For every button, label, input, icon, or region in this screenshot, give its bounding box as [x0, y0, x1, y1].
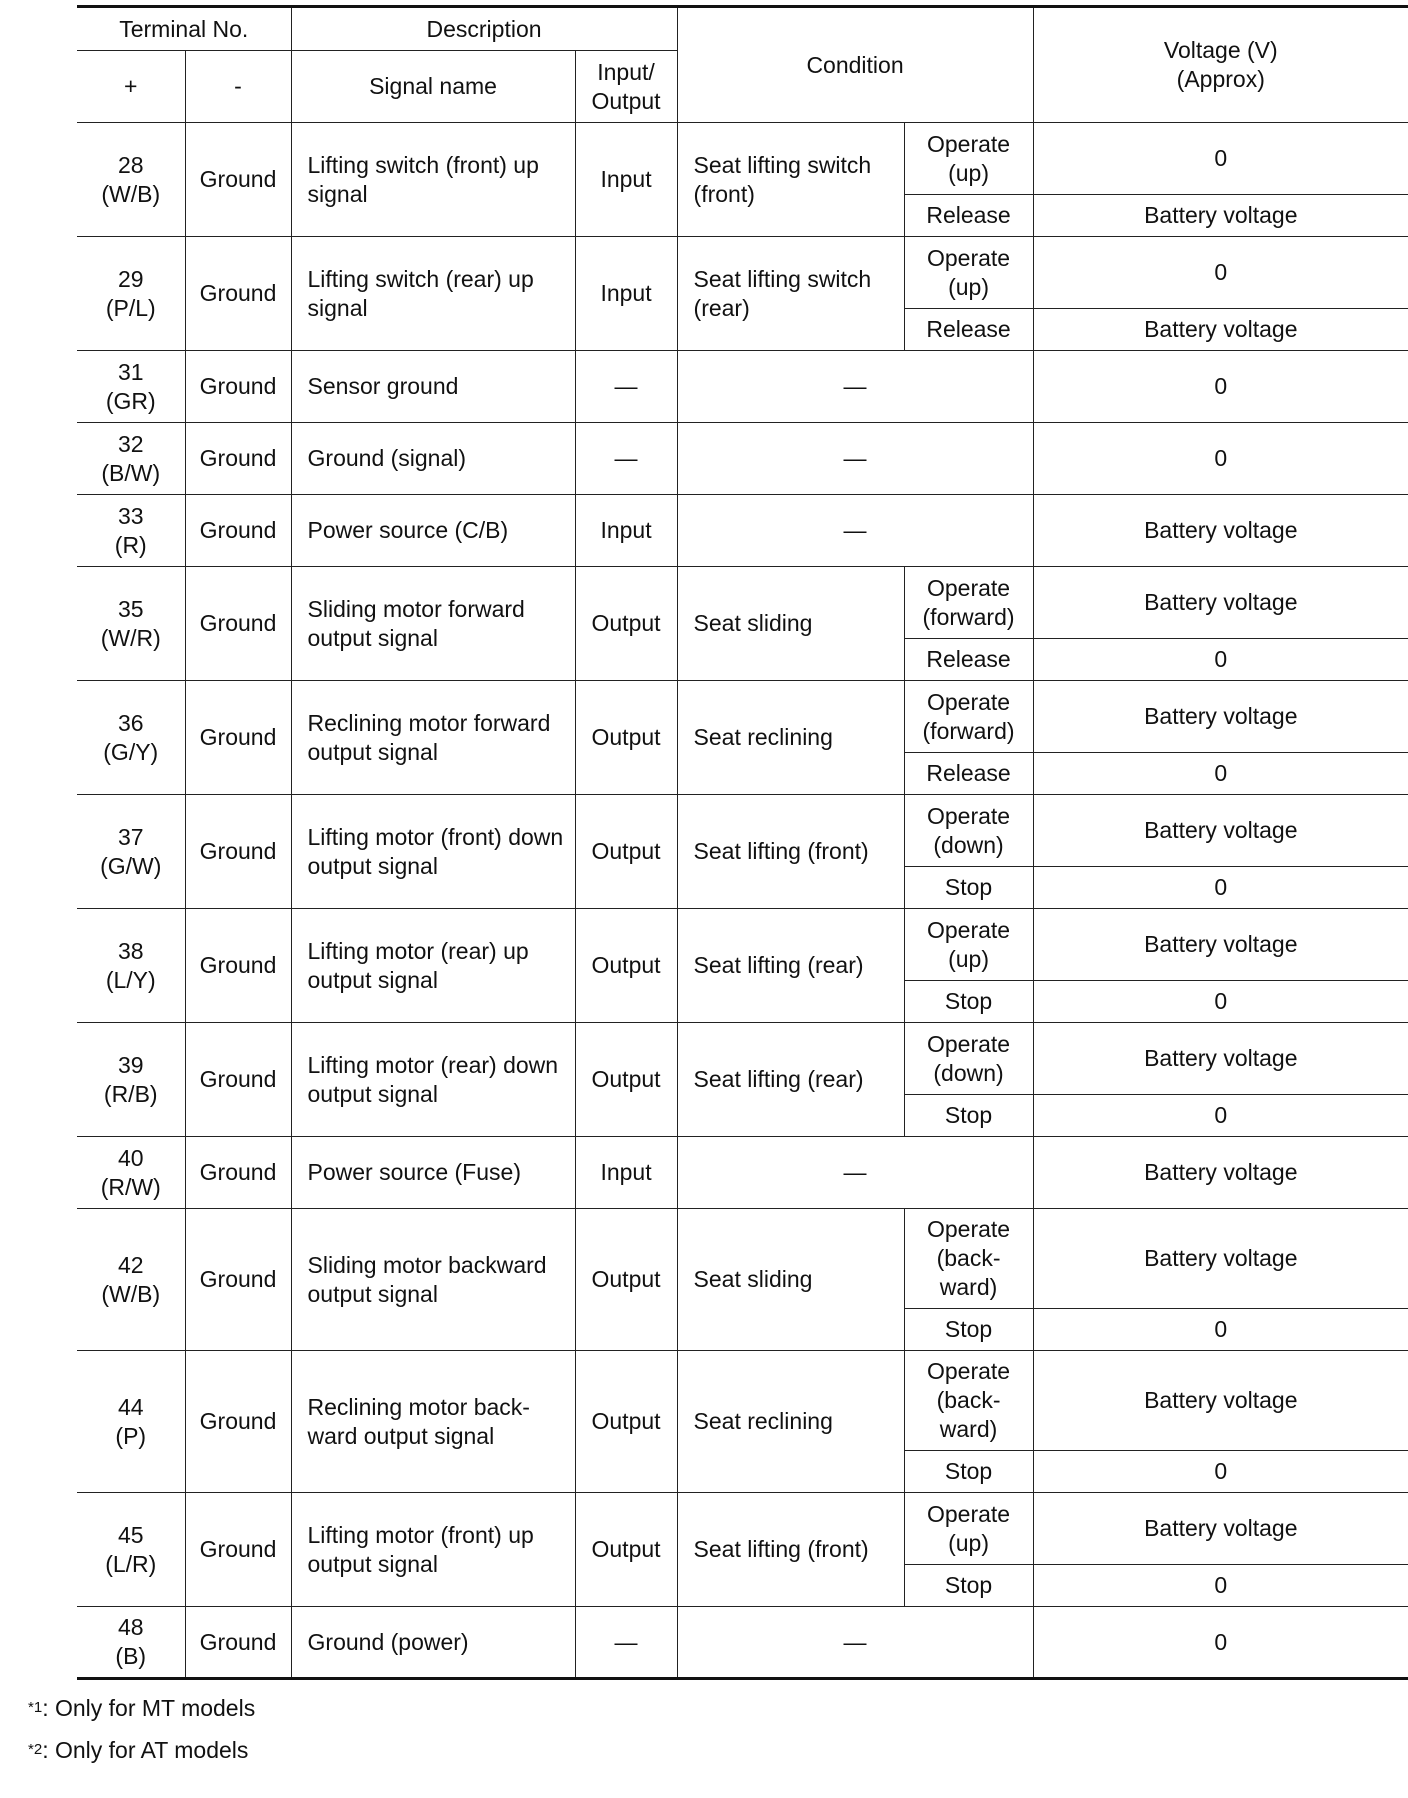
state-cell-text: Release [926, 646, 1011, 672]
footnote-1-mark: *1 [28, 1699, 43, 1716]
voltage-cell-text: Battery voltage [1144, 589, 1298, 615]
state-cell [904, 681, 1033, 753]
terminal-cell [77, 123, 185, 237]
header-terminal-no: Terminal No. [77, 7, 291, 51]
voltage-cell-text: Battery voltage [1144, 703, 1298, 729]
voltage-cell-text: 0 [1214, 988, 1228, 1014]
minus-cell-text: Ground [199, 373, 277, 399]
table-row [77, 1607, 1408, 1679]
state-cell [904, 1309, 1033, 1351]
minus-cell [185, 1209, 291, 1351]
state-cell-text: Operate (back- ward) [926, 1216, 1011, 1300]
io-cell-text: Output [591, 1066, 661, 1092]
voltage-cell [1033, 753, 1408, 795]
voltage-cell [1033, 867, 1408, 909]
table-row [77, 351, 1408, 423]
condition-cell-text: Seat sliding [693, 610, 813, 636]
voltage-cell-text: Battery voltage [1144, 316, 1298, 342]
io-cell [575, 795, 677, 909]
condition-cell-text: Seat reclining [693, 724, 833, 750]
minus-cell [185, 1493, 291, 1607]
minus-cell [185, 351, 291, 423]
terminal-cell [77, 423, 185, 495]
terminal-cell [77, 1023, 185, 1137]
minus-cell-text: Ground [199, 1408, 277, 1434]
signal-cell [291, 495, 575, 567]
signal-cell-text: Lifting motor (front) down output signal [307, 823, 564, 879]
voltage-cell [1033, 1137, 1408, 1209]
signal-cell-text: Sliding motor backward output signal [307, 1251, 547, 1307]
condition-cell-text: Seat lifting (front) [693, 1536, 869, 1562]
header-io [575, 51, 677, 123]
voltage-cell-text: 0 [1214, 445, 1228, 471]
minus-cell [185, 495, 291, 567]
terminal-cell-text: 39 (R/B) [103, 1051, 158, 1107]
io-cell-text: Output [591, 838, 661, 864]
state-cell [904, 867, 1033, 909]
io-cell-text: Output [591, 1266, 661, 1292]
io-cell-text: Output [591, 1536, 661, 1562]
condition-cell-text: Seat lifting (rear) [693, 952, 864, 978]
minus-cell [185, 1351, 291, 1493]
condition-cell [677, 237, 904, 351]
voltage-cell [1033, 1493, 1408, 1565]
condition-cell [677, 909, 904, 1023]
table-row [77, 495, 1408, 567]
minus-cell-text: Ground [199, 517, 277, 543]
state-cell [904, 981, 1033, 1023]
state-cell [904, 237, 1033, 309]
state-cell-text: Stop [944, 1102, 993, 1128]
io-cell [575, 1137, 677, 1209]
table-row [77, 1137, 1408, 1209]
condition-cell [677, 795, 904, 909]
condition-cell [677, 1493, 904, 1607]
voltage-cell-text: Battery voltage [1144, 1245, 1298, 1271]
state-cell-text: Operate (up) [926, 244, 1011, 300]
signal-cell-text: Reclining motor back-ward output signal [307, 1393, 530, 1449]
io-cell-text: — [614, 445, 638, 471]
state-cell [904, 909, 1033, 981]
terminal-cell-text: 42 (W/B) [101, 1251, 161, 1307]
signal-cell [291, 423, 575, 495]
minus-cell [185, 1607, 291, 1679]
header-voltage-text: Voltage (V) (Approx) [1163, 37, 1278, 92]
terminal-cell-text: 36 (G/Y) [103, 709, 159, 765]
state-cell-text: Operate (back- ward) [926, 1358, 1011, 1442]
minus-cell-text: Ground [199, 724, 277, 750]
io-cell [575, 1351, 677, 1493]
minus-cell-text: Ground [199, 610, 277, 636]
condition-cell [677, 1607, 1033, 1679]
minus-cell-text: Ground [199, 838, 277, 864]
state-cell [904, 123, 1033, 195]
terminal-cell [77, 909, 185, 1023]
signal-cell [291, 795, 575, 909]
state-cell [904, 1209, 1033, 1309]
state-cell [904, 795, 1033, 867]
voltage-cell-text: 0 [1214, 1628, 1228, 1655]
voltage-cell [1033, 495, 1408, 567]
signal-cell-text: Sensor ground [307, 373, 459, 399]
state-cell [904, 1493, 1033, 1565]
terminal-cell-text: 35 (W/R) [100, 595, 161, 651]
condition-cell [677, 1209, 904, 1351]
voltage-cell [1033, 1451, 1408, 1493]
terminal-cell [77, 1493, 185, 1607]
table-row [77, 795, 1408, 867]
condition-cell [677, 1137, 1033, 1209]
signal-cell [291, 1351, 575, 1493]
header-voltage [1033, 7, 1408, 123]
voltage-cell [1033, 1095, 1408, 1137]
table-row [77, 1023, 1408, 1095]
condition-cell [677, 1023, 904, 1137]
voltage-cell [1033, 423, 1408, 495]
voltage-cell-text: 0 [1214, 760, 1228, 786]
condition-cell [677, 567, 904, 681]
terminal-cell-text: 31 (GR) [105, 358, 156, 414]
table-row [77, 681, 1408, 753]
voltage-cell [1033, 237, 1408, 309]
voltage-cell [1033, 1607, 1408, 1679]
state-cell [904, 309, 1033, 351]
condition-cell-text: Seat lifting switch (front) [693, 151, 872, 207]
voltage-cell [1033, 795, 1408, 867]
minus-cell [185, 1023, 291, 1137]
voltage-cell-text: Battery voltage [1144, 202, 1298, 228]
voltage-cell [1033, 1023, 1408, 1095]
condition-cell-text: — [843, 445, 867, 471]
voltage-cell [1033, 123, 1408, 195]
table-row [77, 123, 1408, 195]
table-row [77, 567, 1408, 639]
signal-cell [291, 237, 575, 351]
signal-cell [291, 1607, 575, 1679]
minus-cell [185, 909, 291, 1023]
condition-cell-text: Seat sliding [693, 1266, 813, 1292]
header-minus: - [185, 51, 291, 123]
header-description: Description [291, 7, 677, 51]
io-cell-text: Output [591, 1408, 661, 1434]
condition-cell [677, 423, 1033, 495]
state-cell [904, 195, 1033, 237]
table-row [77, 237, 1408, 309]
minus-cell [185, 423, 291, 495]
io-cell [575, 1209, 677, 1351]
minus-cell-text: Ground [199, 445, 277, 471]
voltage-cell [1033, 195, 1408, 237]
condition-cell-text: — [843, 517, 867, 543]
state-cell [904, 1351, 1033, 1451]
voltage-cell-text: Battery voltage [1144, 1045, 1298, 1071]
voltage-cell [1033, 1351, 1408, 1451]
signal-cell [291, 351, 575, 423]
minus-cell-text: Ground [199, 1066, 277, 1092]
footnote-2-text: : Only for AT models [42, 1737, 249, 1763]
terminal-cell [77, 567, 185, 681]
state-cell-text: Stop [944, 988, 993, 1014]
state-cell-text: Operate (up) [926, 1500, 1011, 1556]
voltage-cell [1033, 567, 1408, 639]
terminal-cell [77, 495, 185, 567]
terminal-cell [77, 1607, 185, 1679]
terminal-cell [77, 351, 185, 423]
signal-cell [291, 1209, 575, 1351]
io-cell [575, 495, 677, 567]
state-cell-text: Release [926, 202, 1011, 228]
io-cell [575, 1023, 677, 1137]
terminal-cell-text: 28 (W/B) [101, 151, 161, 207]
header-plus: + [77, 51, 185, 123]
signal-cell-text: Lifting motor (rear) up output signal [307, 937, 529, 993]
signal-cell-text: Sliding motor forward output signal [307, 595, 525, 651]
voltage-cell-text: 0 [1214, 373, 1228, 399]
state-cell [904, 1023, 1033, 1095]
minus-cell-text: Ground [199, 166, 277, 192]
table-row [77, 1493, 1408, 1565]
state-cell [904, 753, 1033, 795]
header-signal-name: Signal name [291, 51, 575, 123]
table-row [77, 1351, 1408, 1451]
signal-cell-text: Ground (signal) [307, 445, 467, 471]
voltage-cell-text: 0 [1214, 874, 1228, 900]
voltage-cell [1033, 1209, 1408, 1309]
condition-cell [677, 681, 904, 795]
terminal-cell-text: 44 (P) [115, 1393, 147, 1449]
io-cell-text: Input [600, 280, 652, 306]
condition-cell [677, 351, 1033, 423]
signal-cell [291, 1493, 575, 1607]
condition-cell [677, 123, 904, 237]
state-cell-text: Operate (down) [926, 802, 1011, 858]
voltage-cell-text: Battery voltage [1144, 931, 1298, 957]
state-cell [904, 1451, 1033, 1493]
voltage-cell-text: 0 [1214, 1102, 1228, 1128]
voltage-cell-text: Battery voltage [1144, 817, 1298, 843]
io-cell-text: Output [591, 610, 661, 636]
signal-cell-text: Lifting motor (rear) down output signal [307, 1051, 559, 1107]
io-cell-text: — [614, 1628, 638, 1655]
table-row [77, 423, 1408, 495]
signal-cell-text: Reclining motor forward output signal [307, 709, 551, 765]
voltage-cell [1033, 1565, 1408, 1607]
io-cell-text: Input [600, 166, 652, 192]
footnote-2-mark: *2 [28, 1741, 43, 1758]
minus-cell-text: Ground [199, 1266, 277, 1292]
signal-cell [291, 1137, 575, 1209]
voltage-cell [1033, 909, 1408, 981]
condition-cell-text: Seat lifting switch (rear) [693, 265, 872, 321]
footnote-2 [28, 1737, 248, 1764]
state-cell-text: Operate (up) [926, 130, 1011, 186]
signal-cell [291, 567, 575, 681]
state-cell-text: Release [926, 760, 1011, 786]
signal-cell [291, 909, 575, 1023]
state-cell [904, 1095, 1033, 1137]
condition-cell-text: — [843, 373, 867, 399]
io-cell-text: Input [600, 517, 652, 543]
io-cell-text: Output [591, 724, 661, 750]
minus-cell-text: Ground [199, 1536, 277, 1562]
voltage-cell [1033, 981, 1408, 1023]
terminal-cell [77, 237, 185, 351]
terminal-cell-text: 33 (R) [114, 502, 147, 558]
io-cell [575, 123, 677, 237]
signal-cell-text: Power source (C/B) [307, 517, 509, 543]
signal-cell-text: Lifting switch (front) up signal [307, 151, 539, 207]
signal-cell-text: Ground (power) [307, 1628, 469, 1655]
io-cell [575, 567, 677, 681]
signal-cell [291, 123, 575, 237]
state-cell [904, 639, 1033, 681]
io-cell-text: Output [591, 952, 661, 978]
minus-cell-text: Ground [199, 1628, 277, 1655]
voltage-cell-text: Battery voltage [1144, 1515, 1298, 1541]
header-io-text: Input/ Output [591, 58, 661, 114]
terminal-cell-text: 40 (R/W) [100, 1144, 161, 1200]
minus-cell-text: Ground [199, 1159, 277, 1185]
terminal-cell-text: 37 (G/W) [100, 823, 162, 879]
condition-cell-text: Seat reclining [693, 1408, 833, 1434]
state-cell-text: Operate (down) [926, 1030, 1011, 1086]
state-cell-text: Stop [944, 1316, 993, 1342]
condition-cell-text: — [843, 1159, 867, 1185]
table-body [77, 123, 1408, 1679]
io-cell [575, 237, 677, 351]
voltage-cell-text: 0 [1214, 1572, 1228, 1598]
table-row [77, 909, 1408, 981]
voltage-cell-text: 0 [1214, 646, 1228, 672]
condition-cell-text: Seat lifting (front) [693, 838, 869, 864]
table-row [77, 1209, 1408, 1309]
terminal-cell-text: 32 (B/W) [101, 430, 161, 486]
voltage-cell-text: Battery voltage [1144, 517, 1298, 543]
state-cell [904, 1565, 1033, 1607]
voltage-cell-text: Battery voltage [1144, 1387, 1298, 1413]
voltage-cell-text: 0 [1214, 259, 1228, 285]
terminal-cell [77, 1209, 185, 1351]
state-cell-text: Stop [944, 1458, 993, 1484]
io-cell [575, 1493, 677, 1607]
voltage-cell [1033, 681, 1408, 753]
voltage-cell-text: 0 [1214, 145, 1228, 171]
minus-cell-text: Ground [199, 952, 277, 978]
condition-cell-text: Seat lifting (rear) [693, 1066, 864, 1092]
minus-cell [185, 1137, 291, 1209]
minus-cell [185, 237, 291, 351]
signal-cell-text: Lifting switch (rear) up signal [307, 265, 534, 321]
terminal-cell [77, 795, 185, 909]
state-cell [904, 567, 1033, 639]
voltage-cell [1033, 351, 1408, 423]
state-cell-text: Operate (up) [926, 916, 1011, 972]
minus-cell [185, 123, 291, 237]
minus-cell [185, 795, 291, 909]
signal-cell-text: Power source (Fuse) [307, 1159, 521, 1185]
io-cell [575, 351, 677, 423]
state-cell-text: Operate (forward) [922, 574, 1015, 630]
condition-cell-text: — [843, 1628, 867, 1655]
io-cell-text: Input [600, 1159, 652, 1185]
voltage-cell [1033, 639, 1408, 681]
voltage-cell-text: Battery voltage [1144, 1159, 1298, 1185]
terminal-cell [77, 1351, 185, 1493]
voltage-cell [1033, 1309, 1408, 1351]
minus-cell-text: Ground [199, 280, 277, 306]
terminal-table [77, 5, 1408, 1680]
signal-cell [291, 1023, 575, 1137]
voltage-cell-text: 0 [1214, 1458, 1228, 1484]
terminal-cell [77, 1137, 185, 1209]
signal-cell [291, 681, 575, 795]
voltage-cell [1033, 309, 1408, 351]
terminal-cell-text: 45 (L/R) [105, 1521, 157, 1577]
terminal-cell [77, 681, 185, 795]
footnote-1 [28, 1695, 255, 1722]
state-cell-text: Operate (forward) [922, 688, 1015, 744]
state-cell-text: Stop [944, 1572, 993, 1598]
io-cell-text: — [614, 373, 638, 399]
terminal-cell-text: 38 (L/Y) [105, 937, 156, 993]
state-cell-text: Release [926, 316, 1011, 342]
footnote-1-text: : Only for MT models [42, 1695, 256, 1721]
condition-cell [677, 1351, 904, 1493]
terminal-cell-text: 48 (B) [115, 1614, 147, 1669]
state-cell-text: Stop [944, 874, 993, 900]
terminal-cell-text: 29 (P/L) [105, 265, 156, 321]
io-cell [575, 909, 677, 1023]
minus-cell [185, 567, 291, 681]
signal-cell-text: Lifting motor (front) up output signal [307, 1521, 534, 1577]
io-cell [575, 681, 677, 795]
minus-cell [185, 681, 291, 795]
io-cell [575, 1607, 677, 1679]
io-cell [575, 423, 677, 495]
voltage-cell-text: 0 [1214, 1316, 1228, 1342]
condition-cell [677, 495, 1033, 567]
header-condition: Condition [677, 7, 1033, 123]
